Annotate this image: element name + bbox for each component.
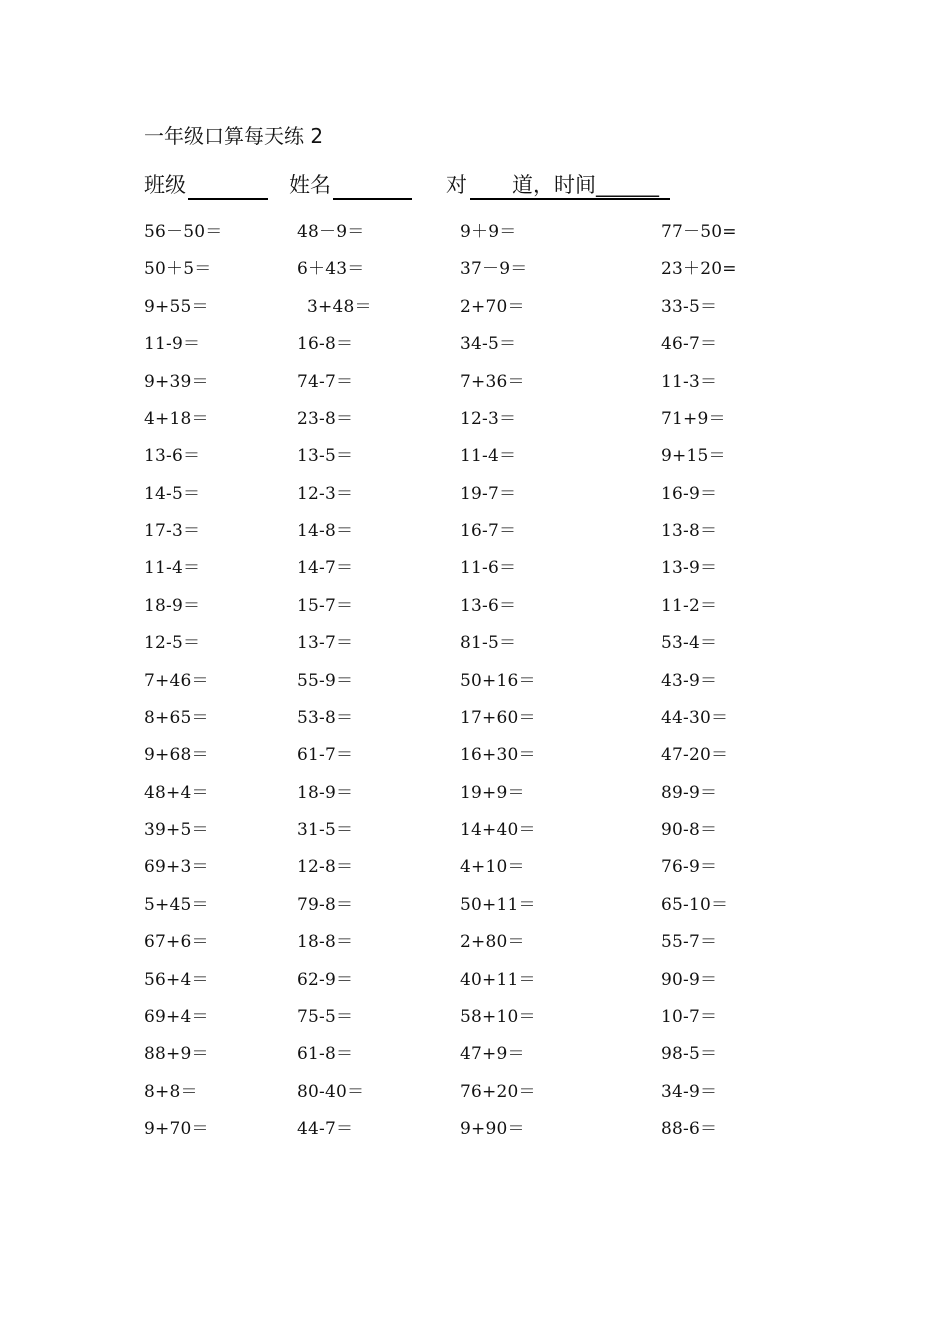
problem-item: 18-8＝ [297, 932, 354, 953]
problem-item: 61-7＝ [297, 745, 354, 766]
problem-item: 88+9＝ [144, 1044, 209, 1065]
problem-item: 7+36＝ [460, 371, 525, 392]
problem-item: 11-6＝ [460, 558, 517, 579]
problem-item: 13-9＝ [661, 558, 718, 579]
problem-item: 50+11＝ [460, 894, 536, 915]
problem-item: 8+65＝ [144, 707, 209, 728]
problem-item: 55-9＝ [297, 670, 354, 691]
problem-item: 58+10＝ [460, 1006, 536, 1027]
problem-item: 23＋20= [661, 259, 737, 280]
problem-item: 19-7＝ [460, 483, 517, 504]
problem-item: 44-30＝ [661, 707, 729, 728]
problem-item: 2+80＝ [460, 932, 525, 953]
problem-item: 9+15＝ [661, 446, 726, 467]
problem-item: 69+4＝ [144, 1006, 209, 1027]
problem-item: 9+90＝ [460, 1119, 525, 1140]
problem-item: 67+6＝ [144, 932, 209, 953]
problem-item: 33-5＝ [661, 296, 718, 317]
problem-item: 11-3＝ [661, 371, 718, 392]
problem-item: 9+55＝ [144, 296, 209, 317]
problem-item: 11-4＝ [460, 446, 517, 467]
problem-item: 9+68＝ [144, 745, 209, 766]
problem-item: 14-5＝ [144, 483, 201, 504]
problem-item: 81-5＝ [460, 633, 517, 654]
problem-item: 48－9＝ [297, 222, 365, 242]
problem-item: 74-7＝ [297, 371, 354, 392]
problem-item: 18-9＝ [297, 782, 354, 803]
problem-item: 53-8＝ [297, 707, 354, 728]
problem-item: 16-8＝ [297, 334, 354, 355]
problem-item: 56+4＝ [144, 969, 209, 990]
problem-item: 46-7＝ [661, 334, 718, 355]
problem-item: 14-7＝ [297, 558, 354, 579]
problem-item: 12-3＝ [460, 408, 517, 429]
problem-item: 13-7＝ [297, 633, 354, 654]
problem-item: 50＋5＝ [144, 259, 212, 280]
problem-item: 61-8＝ [297, 1044, 354, 1065]
problem-item: 47+9＝ [460, 1044, 525, 1065]
problem-item: 11-4＝ [144, 558, 201, 579]
problem-item: 16+30＝ [460, 745, 536, 766]
problem-item: 15-7＝ [297, 595, 354, 616]
problem-item: 14+40＝ [460, 820, 536, 841]
problem-item: 4+10＝ [460, 857, 525, 878]
problem-item: 13-8＝ [661, 521, 718, 542]
problem-item: 5+45＝ [144, 894, 209, 915]
problem-item: 13-6＝ [144, 446, 201, 467]
problem-item: 9+39＝ [144, 371, 209, 392]
worksheet-title: 一年级口算每天练 2 [144, 124, 324, 148]
problem-item: 37－9＝ [460, 259, 528, 280]
problem-item: 89-9＝ [661, 782, 718, 803]
problem-item: 9＋9＝ [460, 222, 517, 242]
problem-item: 18-9＝ [144, 595, 201, 616]
problem-item: 56－50＝ [144, 222, 223, 242]
problem-item: 4+18＝ [144, 408, 209, 429]
problem-item: 14-8＝ [297, 521, 354, 542]
problem-item: 13-5＝ [297, 446, 354, 467]
problem-item: 12-8＝ [297, 857, 354, 878]
problem-item: 90-8＝ [661, 820, 718, 841]
problem-item: 13-6＝ [460, 595, 517, 616]
problem-item: 34-9＝ [661, 1081, 718, 1102]
ti-time-label: 道，时间______ [512, 173, 659, 197]
correct-label: 对 [446, 173, 467, 197]
problem-item: 75-5＝ [297, 1006, 354, 1027]
problem-item: 16-7＝ [460, 521, 517, 542]
problem-item: 31-5＝ [297, 820, 354, 841]
problem-item: 8+8＝ [144, 1081, 198, 1102]
name-label: 姓名 [289, 173, 331, 197]
problem-item: 43-9＝ [661, 670, 718, 691]
problem-item: 23-8＝ [297, 408, 354, 429]
problem-item: 55-7＝ [661, 932, 718, 953]
problem-item: 12-3＝ [297, 483, 354, 504]
problem-item: 16-9＝ [661, 483, 718, 504]
problem-item: 11-2＝ [661, 595, 718, 616]
problem-item: 77－50= [661, 222, 737, 242]
problem-item: 40+11＝ [460, 969, 536, 990]
problem-item: 10-7＝ [661, 1006, 718, 1027]
problem-item: 12-5＝ [144, 633, 201, 654]
problem-item: 6＋43＝ [297, 259, 365, 280]
problem-item: 98-5＝ [661, 1044, 718, 1065]
problem-item: 65-10＝ [661, 894, 729, 915]
problem-item: 44-7＝ [297, 1119, 354, 1140]
problem-item: 69+3＝ [144, 857, 209, 878]
problem-item: 62-9＝ [297, 969, 354, 990]
problem-item: 9+70＝ [144, 1119, 209, 1140]
problem-item: 90-9＝ [661, 969, 718, 990]
problem-item: 71+9＝ [661, 408, 726, 429]
problem-item: 3+48＝ [307, 296, 372, 317]
problem-item: 34-5＝ [460, 334, 517, 355]
problem-item: 19+9＝ [460, 782, 525, 803]
problem-item: 17-3＝ [144, 521, 201, 542]
problem-item: 76+20＝ [460, 1081, 536, 1102]
problem-item: 2+70＝ [460, 296, 525, 317]
problem-item: 48+4＝ [144, 782, 209, 803]
problem-item: 76-9＝ [661, 857, 718, 878]
problem-item: 17+60＝ [460, 707, 536, 728]
problem-item: 11-9＝ [144, 334, 201, 355]
problem-item: 47-20＝ [661, 745, 729, 766]
problem-item: 80-40＝ [297, 1081, 365, 1102]
problem-item: 7+46＝ [144, 670, 209, 691]
problem-item: 88-6＝ [661, 1119, 718, 1140]
problem-item: 50+16＝ [460, 670, 536, 691]
class-label: 班级 [144, 173, 186, 197]
problem-item: 53-4＝ [661, 633, 718, 654]
problem-item: 39+5＝ [144, 820, 209, 841]
problem-item: 79-8＝ [297, 894, 354, 915]
